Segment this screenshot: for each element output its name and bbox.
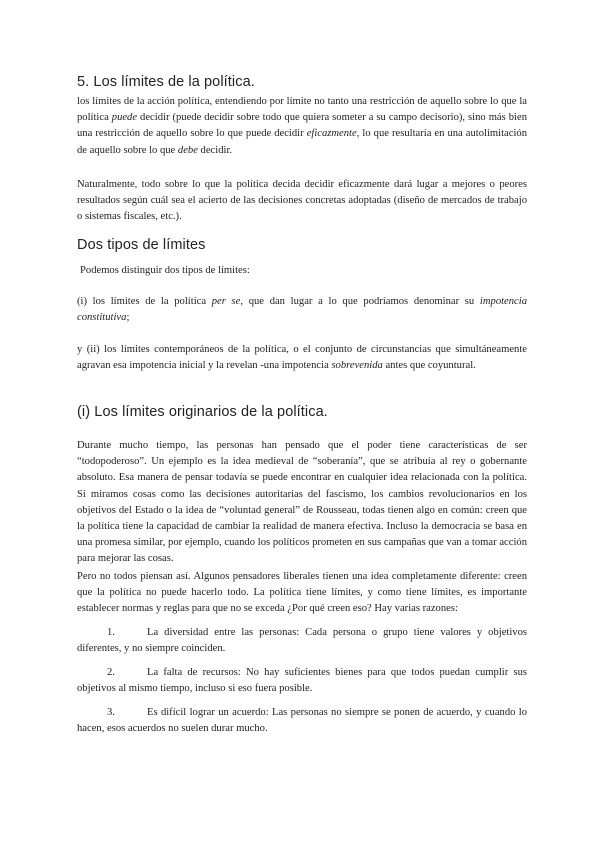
section-heading-dos-tipos: Dos tipos de límites — [77, 237, 206, 253]
list-number: 1. — [107, 627, 115, 638]
intro-text-4: decidir. — [197, 144, 233, 156]
list-item-reason-2 — [77, 665, 527, 697]
list-item-tipo-ii — [77, 342, 527, 374]
tipo-ii-text-2: antes que coyuntural. — [382, 360, 476, 372]
paragraph-durante: Durante mucho tiempo, las personas han pensado que el poder tiene características de ser “todopoderoso”. Un ejemplo es la idea medieval de “soberanía”, que se atribuía al rey o gobernante absoluto. Esa manera de pensar todavía se puede encontrar en cualquier idea relacionada con la política. Si miramos cosas como las decisiones autoritarias del fascismo, los cambios revolucionarios en los objetivos del Estado o la idea de “voluntad general” de Rousseau, todas tienen algo en común: creen que la política tiene la capacidad de cambiar la realidad de manera efectiva. Incluso la democracia se basa en una promesa similar, por ejemplo, cuando los políticos prometen en sus campañas que van a tomar acción para mejorar las cosas. — [77, 440, 527, 565]
list-item-reason-3 — [77, 705, 527, 737]
section-heading-limites-politica: 5. Los límites de la política. — [77, 74, 255, 90]
intro-em-debe: debe — [177, 144, 198, 156]
list-item-tipo-i — [77, 294, 527, 326]
tipo-ii-em-sobrevenida: sobrevenida — [331, 360, 383, 372]
tipo-i-em-impotencia: impotencia constitutiva — [77, 296, 527, 324]
list-number: 3. — [107, 707, 115, 718]
tipo-i-text-3: ; — [126, 312, 130, 324]
intro-text-3: , lo que resultaría en una autolimitación de aquello sobre lo que — [77, 128, 527, 156]
paragraph-naturalmente: Naturalmente, todo sobre lo que la política decida decidir eficazmente dará lugar a mejores o peores resultados según cuál sea el acierto de las decisiones concretas adoptadas (diseño de mercados de trabajo o sistemas fiscales, etc.). — [77, 179, 527, 223]
paragraph-lead: Podemos distinguir dos tipos de límites: — [80, 265, 250, 276]
tipo-i-em-per-se: per se — [211, 296, 241, 307]
intro-em-eficazmente: eficazmente — [306, 128, 357, 140]
tipo-ii-text-1: y (ii) los límites contemporáneos de la política, o el conjunto de circunstancias que simultáneamente agravan esa impotencia inicial y la revelan -una impotencia — [77, 344, 527, 372]
list-number: 2. — [107, 667, 115, 678]
paragraph-pero: Pero no todos piensan así. Algunos pensadores liberales tienen una idea completamente diferente: creen que la política no puede hacerlo todo. La política tiene límites, y como tiene límites, es importante establecer normas y reglas para que no se exceda ¿Por qué creen eso? Hay varias razones: — [77, 571, 527, 615]
list-item-reason-1 — [77, 625, 527, 657]
paragraph-intro — [77, 94, 527, 159]
tipo-i-text-2: , que dan lugar a lo que podríamos denominar su — [240, 296, 480, 307]
list-item-text: La falta de recursos: No hay suficientes bienes para que todos puedan cumplir sus objetivos al mismo tiempo, incluso si eso fuera posible. — [77, 667, 527, 695]
tipo-i-text-1: (i) los límites de la política — [77, 296, 212, 307]
intro-text-1: los límites de la acción política, entendiendo por límite no tanto una restricción de aquello sobre lo que la política — [77, 96, 527, 124]
list-item-text: La diversidad entre las personas: Cada persona o grupo tiene valores y objetivos diferentes, y no siempre coinciden. — [77, 627, 527, 655]
section-heading-limites-originarios: (i) Los límites originarios de la política. — [77, 404, 328, 420]
intro-text-2: decidir (puede decidir sobre todo que quiera someter a su campo decisorio), sino más bien una restricción de aquello sobre lo que puede decidir — [77, 112, 527, 140]
list-item-text: Es difícil lograr un acuerdo: Las personas no siempre se ponen de acuerdo, y cuando lo hacen, esos acuerdos no suelen durar mucho. — [77, 707, 527, 735]
intro-em-puede: puede — [111, 112, 138, 124]
